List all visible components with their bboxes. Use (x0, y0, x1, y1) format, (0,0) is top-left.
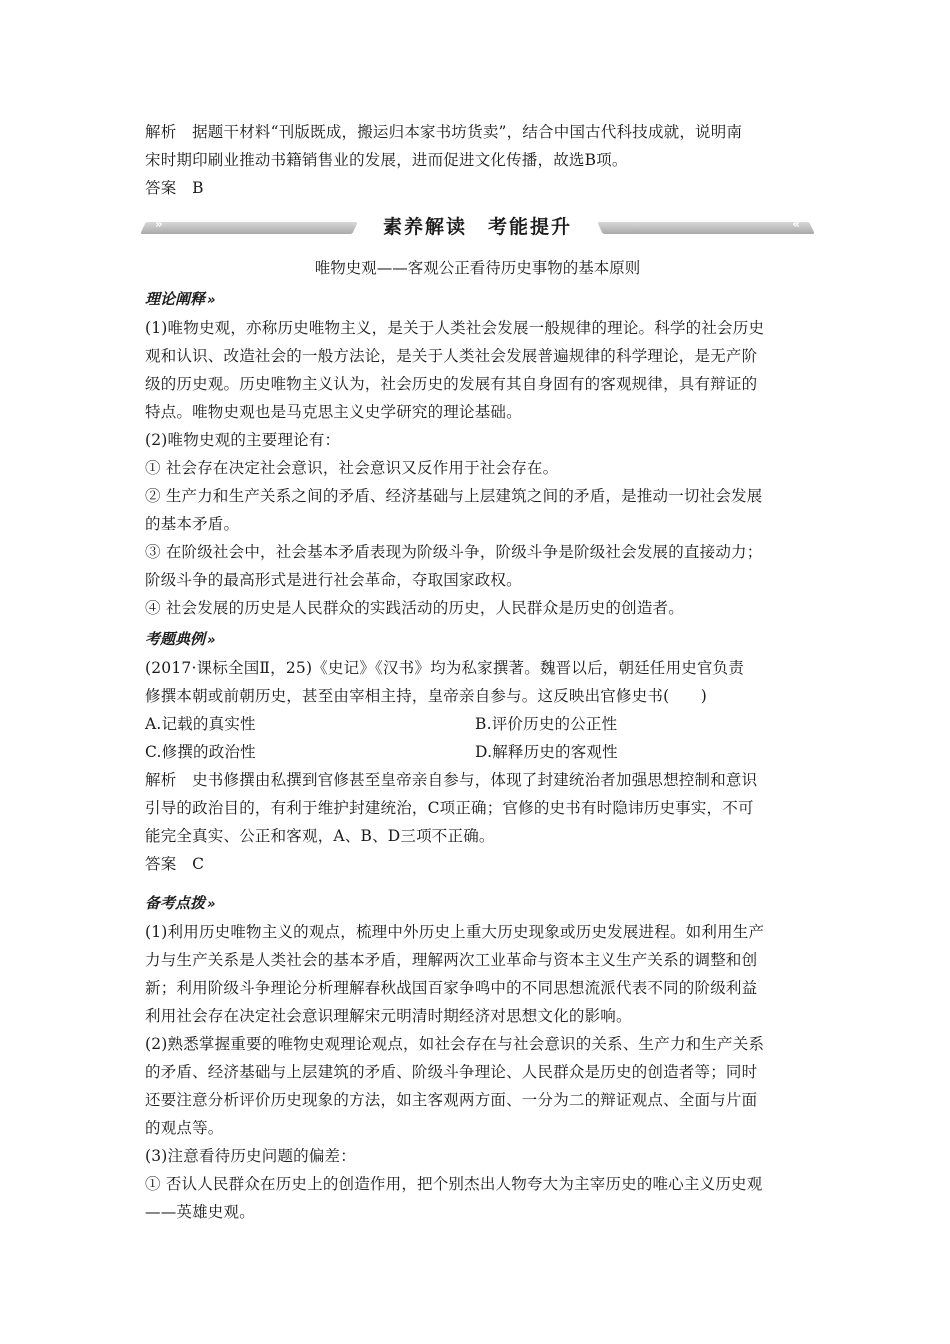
tips-body (145, 918, 810, 1226)
answer-line: 答案 B (145, 179, 204, 197)
paragraph-line: ——英雄史观。 (145, 1203, 255, 1221)
paragraph-line: 利用社会存在决定社会意识理解宋元明清时期经济对思想文化的影响。 (145, 1007, 632, 1025)
paragraph-line: 级的历史观。历史唯物主义认为，社会历史的发展有其自身固有的客观规律，具有辩证的 (145, 375, 758, 393)
paragraph-line: 的观点等。 (145, 1119, 224, 1137)
paragraph-line: 阶级斗争的最高形式是进行社会革命，夺取国家政权。 (145, 571, 522, 589)
question-line: 修撰本朝或前朝历史，甚至由宰相主持，皇帝亲自参与。这反映出官修史书( ) (145, 687, 707, 705)
heading-tips (145, 890, 810, 918)
paragraph-line: ③ 在阶级社会中，社会基本矛盾表现为阶级斗争，阶级斗争是阶级社会发展的直接动力； (145, 543, 763, 561)
paragraph-line: ② 生产力和生产关系之间的矛盾、经济基础与上层建筑之间的矛盾，是推动一切社会发展 (145, 487, 763, 505)
option-b: B.评价历史的公正性 (475, 715, 618, 733)
heading-label: 理论阐释 (145, 290, 206, 308)
paragraph-line: ① 社会存在决定社会意识，社会意识又反作用于社会存在。 (145, 459, 559, 477)
options-row (145, 738, 810, 766)
paragraph-line: (2)唯物史观的主要理论有： (145, 431, 341, 449)
paragraph-line: 还要注意分析评价历史现象的方法，如主客观两方面、一分为二的辩证观点、全面与片面 (145, 1091, 758, 1109)
paragraph-line: 的基本矛盾。 (145, 515, 240, 533)
double-chevron-icon: » (207, 897, 216, 912)
document-page (145, 118, 810, 1226)
paragraph-line: ④ 社会发展的历史是人民群众的实践活动的历史，人民群众是历史的创造者。 (145, 599, 684, 617)
option-a: A.记载的真实性 (145, 715, 256, 733)
paragraph-line: 新；利用阶级斗争理论分析理解春秋战国百家争鸣中的不同思想流派代表不同的阶级利益 (145, 979, 758, 997)
analysis-line: 解析 史书修撰由私撰到官修甚至皇帝亲自参与，体现了封建统治者加强思想控制和意识 (145, 771, 758, 789)
page-subtitle: 唯物史观——客观公正看待历史事物的基本原则 (314, 259, 641, 277)
paragraph-line: (1)利用历史唯物主义的观点，梳理中外历史上重大历史现象或历史发展进程。如利用生产 (145, 923, 765, 941)
paragraph-line: (1)唯物史观，亦称历史唯物主义，是关于人类社会发展一般规律的理论。科学的社会历史 (145, 319, 765, 337)
option-d: D.解释历史的客观性 (475, 743, 618, 761)
analysis-line: 能完全真实、公正和客观，A、B、D三项不正确。 (145, 827, 495, 845)
double-chevron-left-icon: « (792, 217, 800, 231)
example-body (145, 654, 810, 878)
heading-label: 备考点拨 (145, 894, 206, 912)
paragraph-line: (2)熟悉掌握重要的唯物史观理论观点，如社会存在与社会意识的关系、生产力和生产关系 (145, 1035, 765, 1053)
analysis-line: 引导的政治目的，有利于维护封建统治，C项正确；官修的史书有时隐讳历史事实，不可 (145, 799, 754, 817)
heading-example (145, 626, 810, 654)
double-chevron-right-icon: » (155, 217, 163, 231)
paragraph-line: 的矛盾、经济基础与上层建筑的矛盾、阶级斗争理论、人民群众是历史的创造者等；同时 (145, 1063, 758, 1081)
double-chevron-icon: » (207, 633, 216, 648)
question-line: (2017·课标全国Ⅱ，25)《史记》《汉书》均为私家撰著。魏晋以后，朝廷任用史官负责 (145, 659, 745, 677)
paragraph-line: 解析 据题干材料“刊版既成，搬运归本家书坊货卖”，结合中国古代科技成就，说明南 (145, 123, 743, 141)
heading-theory (145, 286, 810, 314)
theory-body (145, 314, 810, 622)
paragraph-line: ① 否认人民群众在历史上的创造作用，把个别杰出人物夸大为主宰历史的唯心主义历史观 (145, 1175, 763, 1193)
options-row (145, 710, 810, 738)
section-banner (143, 208, 812, 254)
paragraph-line: 观和认识、改造社会的一般方法论，是关于人类社会发展普遍规律的科学理论，是无产阶 (145, 347, 758, 365)
paragraph-line: 特点。唯物史观也是马克思主义史学研究的理论基础。 (145, 403, 522, 421)
option-c: C.修撰的政治性 (145, 743, 256, 761)
heading-label: 考题典例 (145, 630, 206, 648)
paragraph-line: (3)注意看待历史问题的偏差： (145, 1147, 356, 1165)
intro-analysis (145, 118, 810, 202)
banner-title: 素养解读 考能提升 (143, 212, 812, 239)
answer-line: 答案 C (145, 855, 205, 873)
paragraph-line: 宋时期印刷业推动书籍销售业的发展，进而促进文化传播，故选B项。 (145, 151, 628, 169)
paragraph-line: 力与生产关系是人类社会的基本矛盾，理解两次工业革命与资本主义生产关系的调整和创 (145, 951, 758, 969)
double-chevron-icon: » (207, 293, 216, 308)
